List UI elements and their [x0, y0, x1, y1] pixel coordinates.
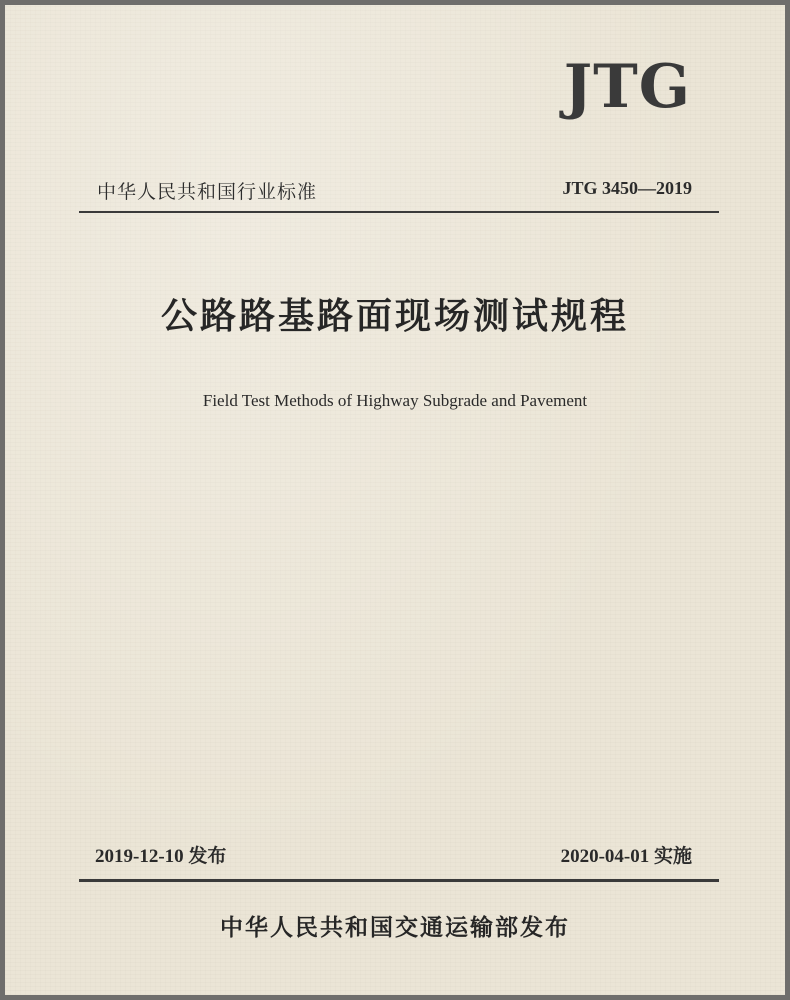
standard-code: JTG 3450—2019	[562, 178, 692, 198]
top-divider	[79, 211, 719, 213]
effective-date: 2020-04-01 实施	[560, 846, 692, 867]
title-chinese: 公路路基路面现场测试规程	[160, 296, 629, 337]
jtg-logo: JTG	[563, 52, 691, 122]
bottom-divider	[79, 879, 719, 882]
standard-type: 中华人民共和国行业标准	[97, 181, 318, 203]
issue-date: 2019-12-10 发布	[95, 846, 227, 867]
publisher: 中华人民共和国交通运输部发布	[220, 915, 570, 941]
title-english: Field Test Methods of Highway Subgrade and Pavement	[202, 391, 588, 410]
